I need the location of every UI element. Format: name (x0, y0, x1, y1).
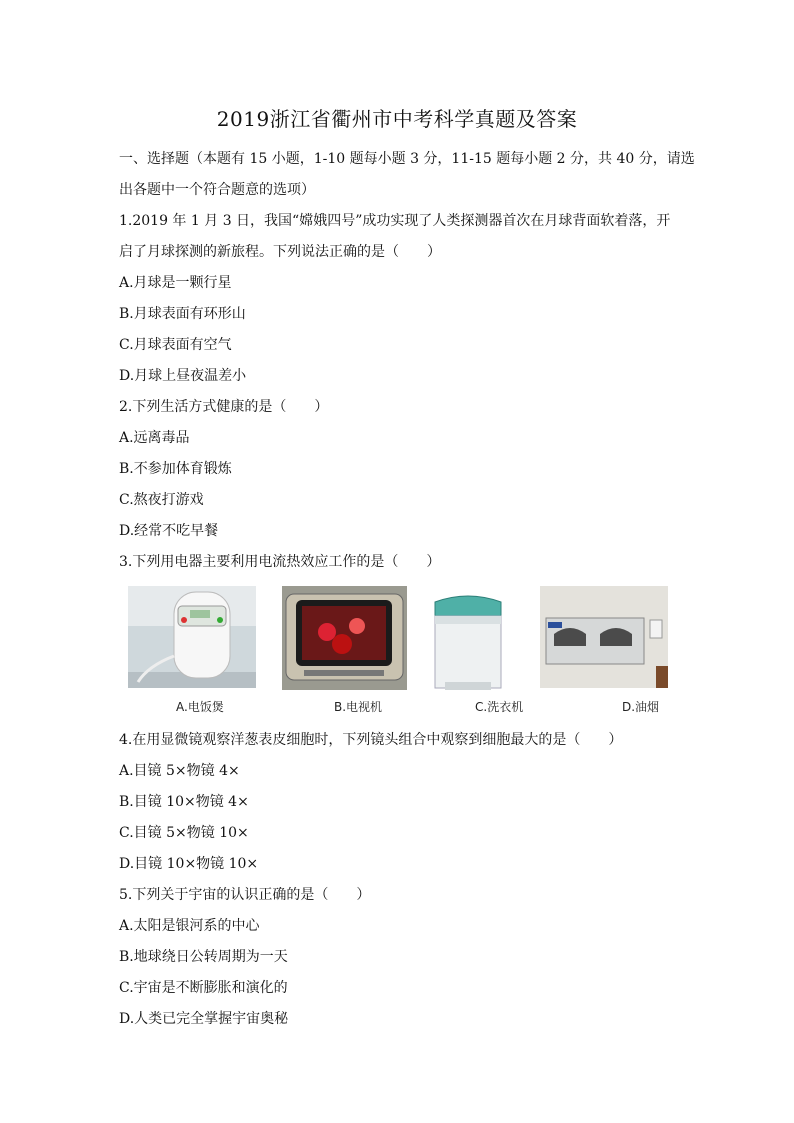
question-4-option-a: A.目镜 5×物镜 4× (119, 763, 240, 779)
question-5-option-c: C.宇宙是不断膨胀和演化的 (119, 980, 288, 996)
question-2-option-b: B.不参加体育锻炼 (119, 461, 232, 477)
range-hood-photo (540, 586, 668, 716)
range-hood-icon (540, 586, 668, 688)
rice-cooker-icon (128, 586, 256, 688)
question-1-option-b: B.月球表面有环形山 (119, 306, 246, 322)
question-4-option-c: C.目镜 5×物镜 10× (119, 825, 249, 841)
question-5-stem: 5.下列关于宇宙的认识正确的是（ ） (119, 887, 371, 903)
question-2-stem: 2.下列生活方式健康的是（ ） (119, 399, 329, 415)
question-4-stem: 4.在用显微镜观察洋葱表皮细胞时，下列镜头组合中观察到细胞最大的是（ ） (119, 732, 623, 748)
question-1-option-a: A.月球是一颗行星 (119, 275, 232, 291)
page-title: 2019浙江省衢州市中考科学真题及答案 (216, 107, 578, 131)
section-instructions-line-1: 一、选择题（本题有 15 小题，1-10 题每小题 3 分，11-15 题每小题 2 分，共 40 分，请选 (119, 151, 695, 167)
washing-machine-photo (423, 586, 533, 716)
question-2-option-c: C.熬夜打游戏 (119, 492, 204, 508)
rice-cooker-photo (128, 586, 256, 716)
question-5-option-b: B.地球绕日公转周期为一天 (119, 949, 288, 965)
question-4-option-d: D.目镜 10×物镜 10× (119, 856, 259, 872)
question-1-stem-line-2: 启了月球探测的新旅程。下列说法正确的是（ ） (119, 244, 441, 260)
question-5-option-a: A.太阳是银河系的中心 (119, 918, 260, 934)
question-2-option-d: D.经常不吃早餐 (119, 523, 219, 539)
washing-machine-label: C.洗衣机 (475, 700, 524, 714)
section-instructions-line-2: 出各题中一个符合题意的选项） (119, 182, 315, 198)
television-icon (282, 586, 407, 690)
question-1-stem-line-1: 1.2019 年 1 月 3 日，我国“嫦娥四号”成功实现了人类探测器首次在月球背面软着落，开 (119, 213, 671, 229)
television-photo (282, 586, 410, 716)
question-2-option-a: A.远离毒品 (119, 430, 190, 446)
question-1-option-c: C.月球表面有空气 (119, 337, 232, 353)
washing-machine-icon (423, 586, 513, 694)
question-3-stem: 3.下列用电器主要利用电流热效应工作的是（ ） (119, 554, 441, 570)
television-label: B.电视机 (334, 700, 383, 714)
question-5-option-d: D.人类已完全掌握宇宙奥秘 (119, 1011, 289, 1027)
question-4-option-b: B.目镜 10×物镜 4× (119, 794, 249, 810)
range-hood-label: D.油烟 (622, 700, 660, 714)
rice-cooker-label: A.电饭煲 (176, 700, 224, 714)
question-1-option-d: D.月球上昼夜温差小 (119, 368, 247, 384)
question-3-appliance-images (128, 586, 668, 716)
